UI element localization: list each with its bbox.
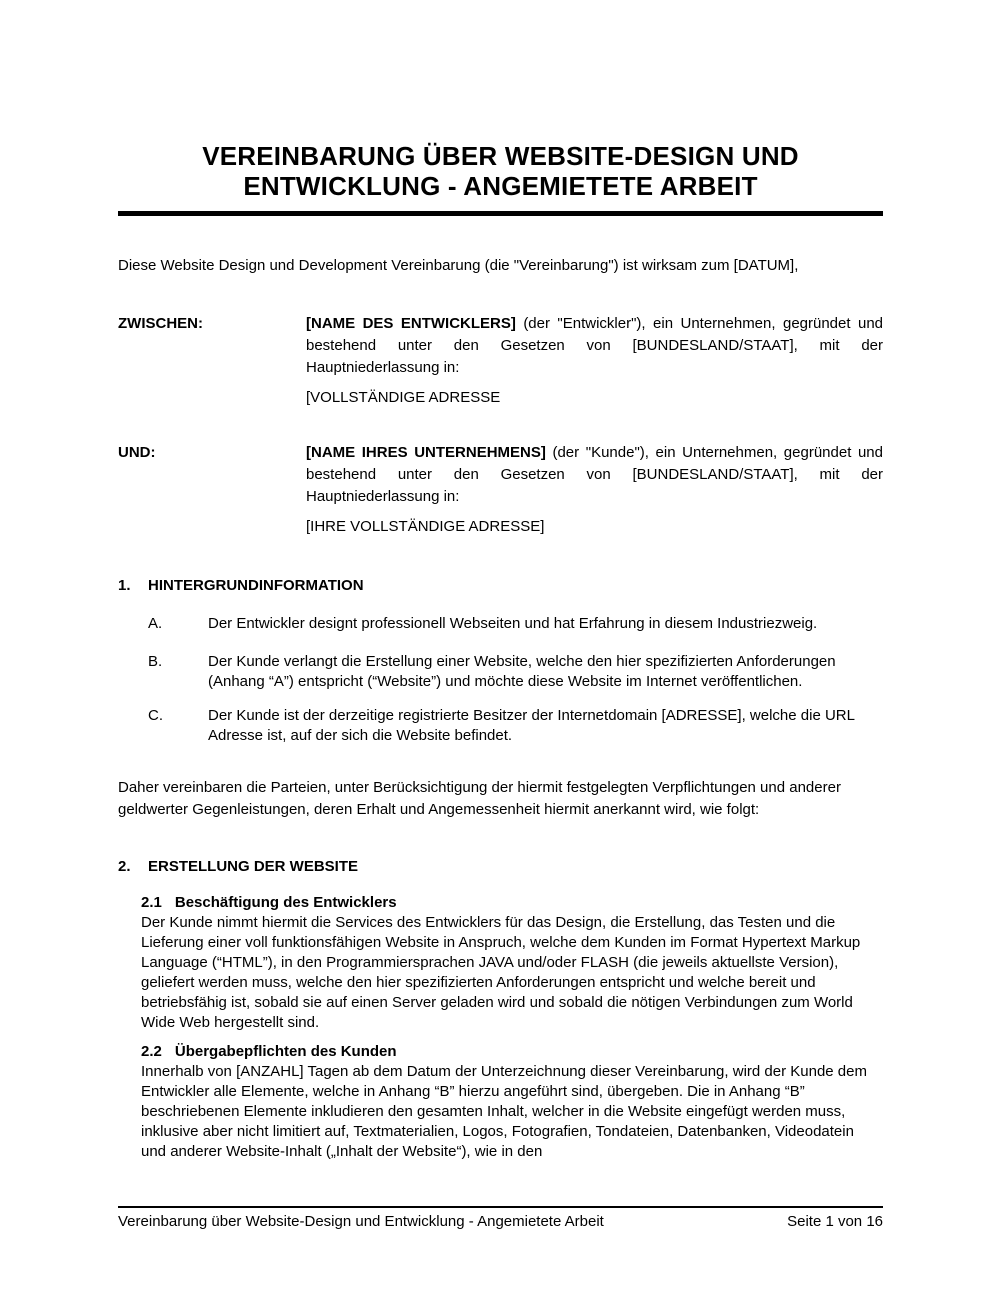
footer-document-title: Vereinbarung über Website-Design und Entwicklung - Angemietete Arbeit — [118, 1213, 604, 1230]
party-body-und — [306, 442, 883, 538]
party-description-und — [306, 442, 883, 508]
subsection-2-1-body: Der Kunde nimmt hiermit die Services des Entwicklers für das Design, die Erstellung, das Testen und die Lieferung einer voll funktionsfähigen Website in Anspruch, welche dem Kunden im Format Hypertext Markup Language (“HTML”), in den Programmiersprachen JAVA und/oder FLASH (die jeweils aktuellste Version), geliefert werden muss, welche den hier spezifizierten Anforderungen entspricht und welche bereit und betriebsfähig ist, sobald sie auf einen Server geladen wird und sobald die nötigen Verbindungen zum World Wide Web hergestellt sind. — [141, 914, 861, 1031]
section-1-title: HINTERGRUNDINFORMATION — [148, 577, 364, 594]
item-c-text: Der Kunde ist der derzeitige registrierte Besitzer der Internetdomain [ADRESSE], welche die URL Adresse ist, auf der sich die Website befindet. — [208, 707, 855, 744]
party-label-und: UND: — [118, 444, 156, 461]
subsection-2-2-number: 2.2 — [141, 1043, 162, 1060]
item-b-text: Der Kunde verlangt die Erstellung einer Website, welche den hier spezifizierten Anforderungen (Anhang “A”) entspricht (“Website”) und möchte diese Website im Internet veröffentlichen. — [208, 653, 836, 690]
subsection-2-1-heading — [141, 893, 883, 913]
subsection-2-1-title: Beschäftigung des Entwicklers — [174, 894, 397, 911]
party-label-zwischen: ZWISCHEN: — [118, 315, 203, 332]
developer-description-text: (der "Entwickler"), ein Unternehmen, gegründet und bestehend unter den Gesetzen von [BUNDESLAND/STAAT], mit der Hauptniederlassung in: — [306, 315, 884, 376]
section-2-title: ERSTELLUNG DER WEBSITE — [148, 858, 359, 875]
intro-paragraph: Diese Website Design und Development Vereinbarung (die "Vereinbarung") ist wirksam zum [DATUM], — [118, 257, 799, 274]
subsection-2-2-title: Übergabepflichten des Kunden — [174, 1043, 397, 1060]
title-divider-rule — [118, 211, 883, 216]
client-address-placeholder: [IHRE VOLLSTÄNDIGE ADRESSE] — [306, 518, 545, 535]
subsection-2-2-body: Innerhalb von [ANZAHL] Tagen ab dem Datum der Unterzeichnung dieser Vereinbarung, wird der Kunde dem Entwickler alle Elemente, welche in Anhang “B” hierzu angeführt sind, übergeben. Die in Anhang “B” beschriebenen Elemente inkludieren den gesamten Inhalt, welcher in die Website eingefügt werden muss, inklusive aber nicht limitiert auf, Textmaterialien, Logos, Fotografien, Tondateien, Datenbanken, Videodatein und anderer Website-Inhalt („Inhalt der Website“), wie in den — [141, 1063, 867, 1160]
item-a-text: Der Entwickler designt professionell Webseiten und hat Erfahrung in diesem Industriezweig. — [208, 615, 818, 632]
subsection-2-1 — [141, 893, 883, 1033]
recitals-paragraph: Daher vereinbaren die Parteien, unter Berücksichtigung der hiermit festgelegten Verpflichtungen und anderer geldwerter Gegenleistungen, deren Erhalt und Angemessenheit hiermit anerkannt wird, wie folgt: — [118, 779, 841, 818]
party-block-und — [118, 442, 883, 538]
background-item-c — [118, 706, 883, 746]
section-1-heading — [118, 575, 883, 597]
background-item-b — [118, 652, 883, 692]
item-c-letter: C. — [148, 707, 163, 724]
footer-page-number: Seite 1 von 16 — [787, 1213, 883, 1230]
subsection-2-2-heading — [141, 1042, 883, 1062]
page-footer — [118, 1206, 883, 1232]
background-item-a — [118, 614, 883, 634]
party-block-zwischen — [118, 313, 883, 409]
subsection-2-2 — [141, 1042, 883, 1162]
section-1-number: 1. — [118, 577, 131, 594]
developer-name-placeholder: [NAME DES ENTWICKLERS] — [306, 315, 516, 332]
section-2-number: 2. — [118, 858, 131, 875]
party-body-zwischen — [306, 313, 883, 409]
client-description-text: (der "Kunde"), ein Unternehmen, gegründet und bestehend unter den Gesetzen von [BUNDESLAND/STAAT], mit der Hauptniederlassung in: — [306, 444, 883, 505]
client-name-placeholder: [NAME IHRES UNTERNEHMENS] — [306, 444, 546, 461]
section-2-heading — [118, 856, 883, 878]
item-a-letter: A. — [148, 615, 163, 632]
party-description-zwischen — [306, 313, 883, 379]
document-title: VEREINBARUNG ÜBER WEBSITE-DESIGN UND ENTWICKLUNG - ANGEMIETETE ARBEIT — [202, 141, 799, 201]
subsection-2-1-number: 2.1 — [141, 894, 162, 911]
developer-address-placeholder: [VOLLSTÄNDIGE ADRESSE — [306, 389, 501, 406]
item-b-letter: B. — [148, 653, 163, 670]
